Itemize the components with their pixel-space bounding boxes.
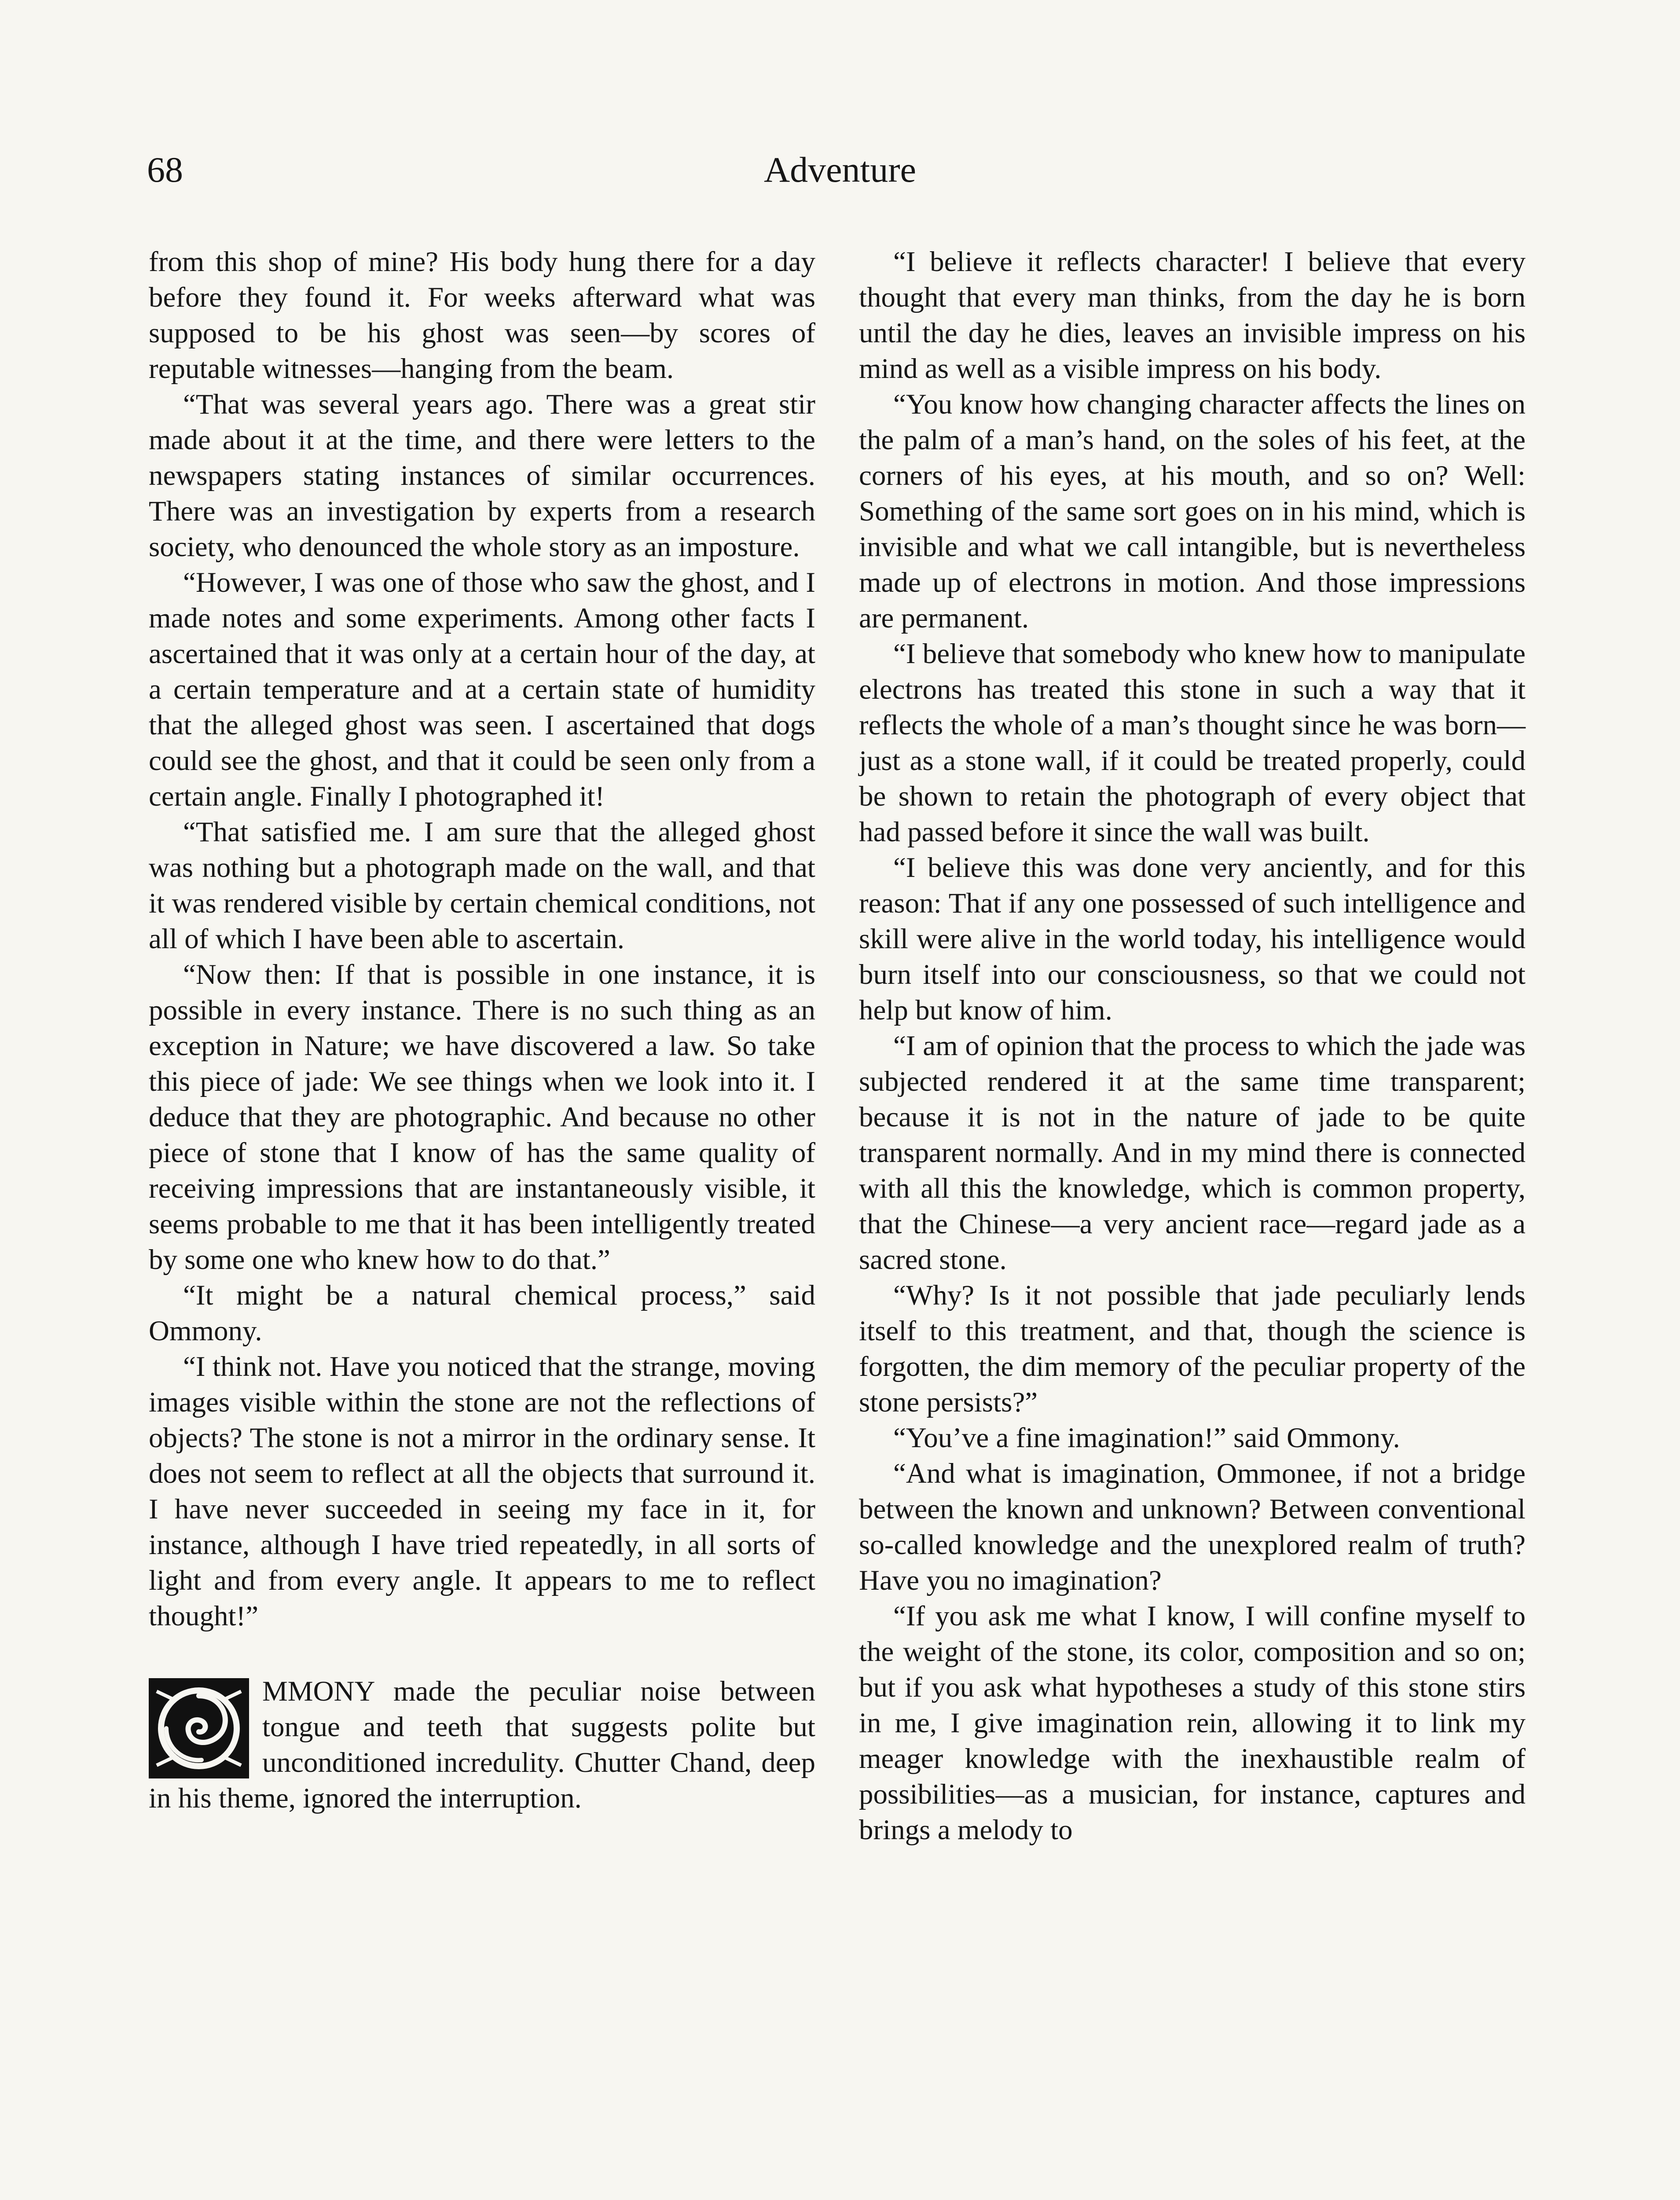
- left-column: [149, 244, 815, 1816]
- paragraph: “You’ve a fine imagination!” said Ommony.: [893, 1422, 1400, 1454]
- paragraph: “Why? Is it not possible that jade peculiarly lends itself to this treatment, and that, though the science is forgotten, the dim memory of the peculiar property of the stone persists?”: [859, 1280, 1526, 1418]
- swirl-icon: [149, 1678, 249, 1778]
- paragraph: “Now then: If that is possible in one instance, it is possible in every instance. There is no such thing as an exception in Nature; we have discovered a law. So take this piece of jade: We see things when we look into it. I deduce that they are photographic. And because no other piece of stone that I know of has the same quality of receiving impressions that are instantaneously visible, it seems probable to me that it has been intelligently treated by some one who knew how to do that.”: [149, 959, 815, 1276]
- paragraph: “However, I was one of those who saw the ghost, and I made notes and some experiments. Among other facts I ascertained that it was only at a certain hour of the day, at a certain temperature and at a certain state of humidity that the alleged ghost was seen. I ascertained that dogs could see the ghost, and that it could be seen only from a certain angle. Finally I photographed it!: [149, 567, 815, 812]
- page-header: [147, 152, 1533, 205]
- paragraph: “And what is imagination, Ommonee, if not a bridge between the known and unknown? Between conventional so-called knowledge and the unexplored realm of truth? Have you no imagination?: [859, 1458, 1526, 1596]
- paragraph: “If you ask me what I know, I will confine myself to the weight of the stone, its color, composition and so on; but if you ask what hypotheses a study of this stone stirs in me, I give imagination rein, allowing it to link my meager knowledge with the inexhaustible realm of possibilities—as a musician, for instance, captures and brings a melody to: [859, 1600, 1526, 1846]
- dropcap-paragraph: [149, 1674, 815, 1816]
- paragraph: “You know how changing character affects the lines on the palm of a man’s hand, on the soles of his feet, at the corners of his eyes, at his mouth, and so on? Well: Something of the same sort goes on in his mind, which is invisible and what we call intangible, but is nevertheless made up of electrons in motion. And those impressions are permanent.: [859, 389, 1526, 634]
- paragraph: from this shop of mine? His body hung there for a day before they found it. For weeks afterward what was supposed to be his ghost was seen—by scores of reputable witnesses—hanging from the beam.: [149, 246, 815, 385]
- paragraph: “I think not. Have you noticed that the strange, moving images visible within the stone are not the reflections of objects? The stone is not a mirror in the ordinary sense. It does not seem to reflect at all the objects that surround it. I have never succeeded in seeing my face in it, for instance, although I have tried repeatedly, in all sorts of light and from every angle. It appears to me to reflect thought!”: [149, 1351, 815, 1632]
- page-number: 68: [147, 150, 183, 190]
- paragraph: “I am of opinion that the process to which the jade was subjected rendered it at the same time transparent; because it is not in the nature of jade to be quite transparent normally. And in my mind there is connected with all this the knowledge, which is common property, that the Chinese—a very ancient race—regard jade as a sacred stone.: [859, 1030, 1526, 1276]
- dropcap-paragraph-text: MMONY made the peculiar noise between tongue and teeth that suggests polite but unconditioned incredulity. Chutter Chand, deep in his theme, ignored the interruption.: [149, 1676, 815, 1814]
- section-break: [149, 1634, 815, 1674]
- paragraph: “I believe it reflects character! I believe that every thought that every man thinks, from the day he is born until the day he dies, leaves an invisible impress on his mind as well as a visible impress on his body.: [859, 246, 1526, 385]
- ornamental-initial-o-icon: [149, 1678, 249, 1778]
- paragraph: “I believe this was done very anciently, and for this reason: That if any one possessed of such intelligence and skill were alive in the world today, his intelligence would burn itself into our consciousness, so that we could not help but know of him.: [859, 852, 1526, 1026]
- paragraph: “That satisfied me. I am sure that the alleged ghost was nothing but a photograph made on the wall, and that it was rendered visible by certain chemical conditions, not all of which I have been able to ascertain.: [149, 816, 815, 955]
- paragraph: “It might be a natural chemical process,” said Ommony.: [149, 1280, 815, 1347]
- running-title: Adventure: [763, 150, 917, 190]
- paragraph: “I believe that somebody who knew how to manipulate electrons has treated this stone in such a way that it reflects the whole of a man’s thought since he was born—just as a stone wall, if it could be treated properly, could be shown to retain the photograph of every object that had passed before it since the wall was built.: [859, 638, 1526, 848]
- paragraph: “That was several years ago. There was a great stir made about it at the time, and there were letters to the newspapers stating instances of similar occurrences. There was an investigation by experts from a research society, who denounced the whole story as an imposture.: [149, 389, 815, 563]
- right-column: [859, 244, 1526, 1848]
